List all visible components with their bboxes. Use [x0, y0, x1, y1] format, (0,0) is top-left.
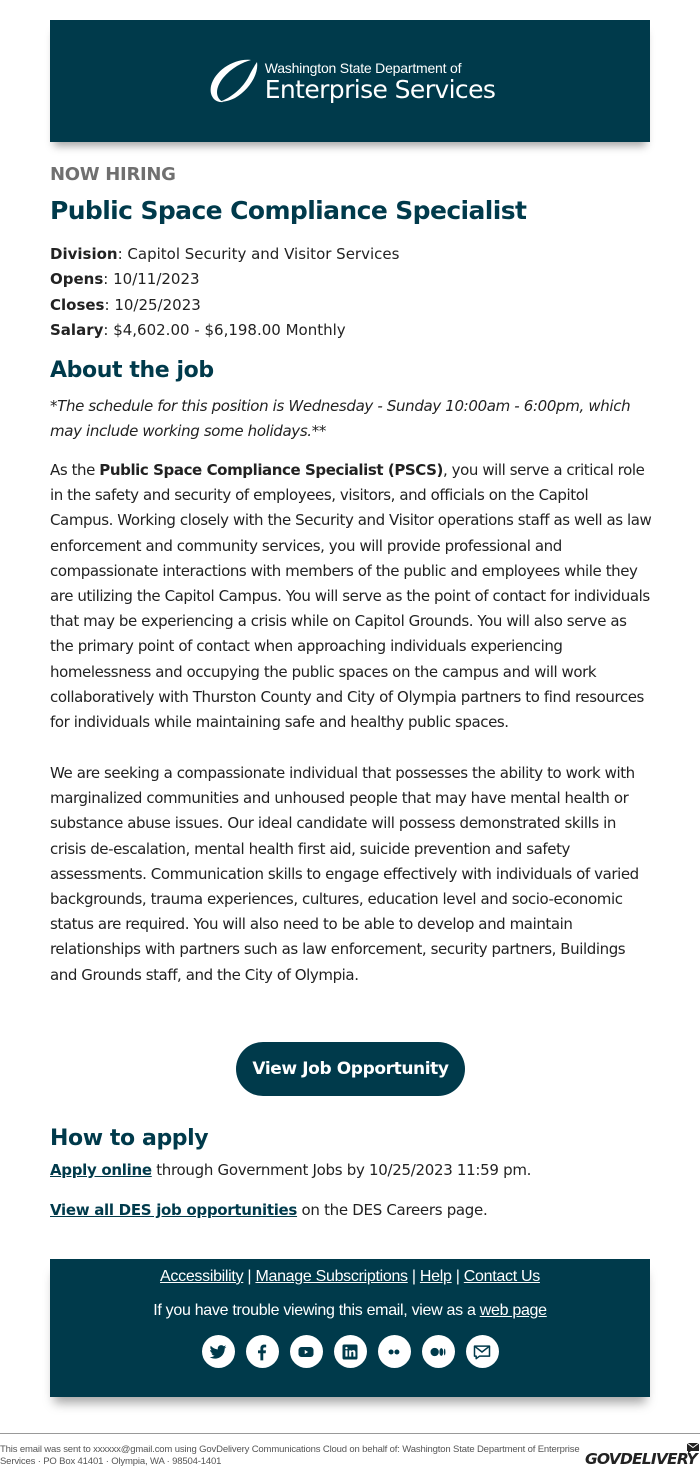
- apply-online-link[interactable]: Apply online: [50, 1161, 152, 1179]
- closes-row: [50, 293, 650, 318]
- view-all-jobs-line: [50, 1201, 650, 1219]
- view-job-opportunity-button[interactable]: View Job Opportunity: [236, 1042, 465, 1096]
- social-icons: [50, 1335, 650, 1368]
- about-heading: About the job: [50, 358, 214, 383]
- email-footer: [50, 1259, 650, 1397]
- header-banner: [50, 20, 650, 142]
- salary-label: Salary: [50, 320, 104, 339]
- job-details: [50, 242, 650, 343]
- apply-online-text: through Government Jobs by 10/25/2023 11:59 pm.: [151, 1161, 532, 1179]
- para1-role-name: Public Space Compliance Specialist (PSCS): [99, 461, 443, 479]
- salary-row: [50, 318, 650, 343]
- medium-button[interactable]: [422, 1335, 455, 1368]
- accessibility-link[interactable]: Accessibility: [160, 1268, 244, 1285]
- now-hiring-label: NOW HIRING: [50, 164, 176, 185]
- division-label: Division: [50, 245, 118, 263]
- trouble-viewing-line: [50, 1302, 650, 1320]
- separator: |: [451, 1268, 464, 1285]
- twitter-icon: [208, 1342, 228, 1362]
- apply-online-line: [50, 1161, 650, 1179]
- twitter-button[interactable]: [202, 1335, 235, 1368]
- des-swoosh-icon: [205, 56, 261, 106]
- linkedin-button[interactable]: [334, 1335, 367, 1368]
- govdelivery-email-button[interactable]: [466, 1335, 499, 1368]
- facebook-button[interactable]: [246, 1335, 279, 1368]
- separator: |: [407, 1268, 420, 1285]
- how-to-apply-heading: How to apply: [50, 1126, 209, 1151]
- youtube-button[interactable]: [290, 1335, 323, 1368]
- view-all-jobs-text: on the DES Careers page.: [297, 1201, 488, 1219]
- des-logo[interactable]: [205, 56, 496, 106]
- envelope-icon: [686, 1442, 700, 1454]
- web-page-link[interactable]: web page: [479, 1302, 547, 1319]
- salary-value: : $4,602.00 - $6,198.00 Monthly: [103, 320, 346, 339]
- opens-label: Opens: [50, 270, 104, 289]
- schedule-note: *The schedule for this position is Wednesday - Sunday 10:00am - 6:00pm, which may include working some holidays.**: [50, 397, 631, 441]
- flickr-icon: [384, 1342, 404, 1362]
- divider: [0, 1433, 700, 1434]
- flickr-button[interactable]: [378, 1335, 411, 1368]
- about-paragraph-1: [50, 458, 652, 735]
- medium-icon: [428, 1342, 448, 1362]
- manage-subscriptions-link[interactable]: Manage Subscriptions: [255, 1268, 408, 1285]
- contact-us-link[interactable]: Contact Us: [463, 1268, 540, 1285]
- separator: |: [243, 1268, 256, 1285]
- para1-body: , you will serve a critical role in the safety and security of employees, visitors, and officials on the Capitol Campus. Working closely with the Security and Visitor operations staff as well as law enforcement and community services, you will provide professional and compassionate interactions with members of the public and employees while they are utilizing the Capitol Campus. You will serve as the point of contact for individuals that may be experiencing a crisis while on Capitol Grounds. You will also serve as the primary point of contact when approaching individuals experiencing homelessness and occupying the public spaces on the campus and will work collaboratively with Thurston County and City of Olympia partners to find resources for individuals while maintaining safe and healthy public spaces.: [50, 461, 652, 732]
- govdelivery-logo[interactable]: [585, 1442, 700, 1472]
- legal-notice: This email was sent to xxxxxx@gmail.com using GovDelivery Communications Cloud on behalf of: Washington State Department of Enterprise Services · PO Box 41401 · Olympia, WA · 98504-1401: [0, 1444, 580, 1467]
- division-value: : Capitol Security and Visitor Services: [117, 245, 400, 263]
- logo-bottom-text: Enterprise Services: [264, 74, 496, 104]
- closes-label: Closes: [50, 295, 105, 314]
- job-title: Public Space Compliance Specialist: [50, 196, 527, 225]
- help-link[interactable]: Help: [419, 1268, 452, 1285]
- opens-value: : 10/11/2023: [103, 270, 200, 289]
- linkedin-icon: [340, 1342, 360, 1362]
- logo-top-text: Washington State Department of: [264, 59, 462, 76]
- para1-prefix: As the: [50, 461, 100, 479]
- view-all-jobs-link[interactable]: View all DES job opportunities: [50, 1201, 298, 1219]
- opens-row: [50, 267, 650, 292]
- division-row: [50, 242, 650, 267]
- closes-value: : 10/25/2023: [104, 295, 201, 314]
- email-subscribe-icon: [472, 1342, 492, 1362]
- youtube-icon: [296, 1342, 316, 1362]
- about-paragraph-2: We are seeking a compassionate individual that possesses the ability to work with marginalized communities and unhoused people that may have mental health or substance abuse issues. Our ideal candidate will possess demonstrated skills in crisis de-escalation, mental health first aid, suicide prevention and safety assessments. Communication skills to engage effectively with individuals of varied backgrounds, trauma experiences, cultures, education level and socio-economic status are required. You will also need to be able to develop and maintain relationships with partners such as law enforcement, security partners, Buildings and Grounds staff, and the City of Olympia.: [50, 764, 639, 984]
- facebook-icon: [252, 1342, 272, 1362]
- footer-links: [50, 1268, 650, 1286]
- govdelivery-wordmark: GOVDELIVERY: [585, 1450, 697, 1468]
- trouble-text: If you have trouble viewing this email, view as a: [153, 1302, 480, 1319]
